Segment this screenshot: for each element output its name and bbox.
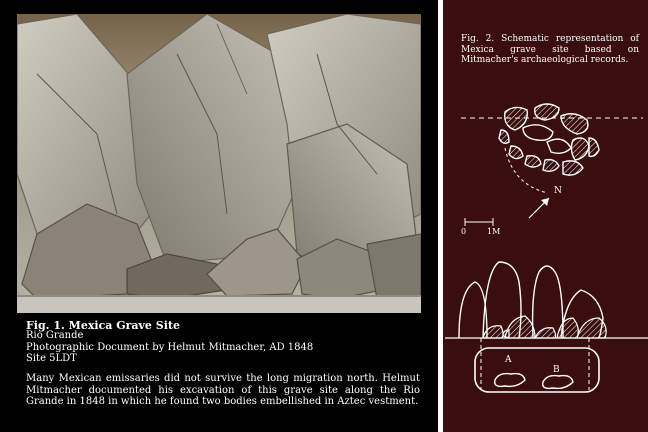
north-label: N (554, 186, 562, 196)
figure-1-location: Rio Grande (26, 330, 84, 341)
rock-photo-illustration (17, 14, 421, 313)
scale-end-label: 1M (487, 227, 501, 236)
plan-view (461, 104, 643, 236)
scale-start-label: 0 (461, 227, 467, 236)
north-arrow (529, 186, 562, 218)
stone-ring (499, 104, 599, 175)
grave-site-photo (17, 14, 421, 313)
pit-burials (495, 374, 573, 389)
figure-1-subtitle (26, 330, 313, 365)
section-stones (483, 316, 606, 338)
figure-2-caption: Fig. 2. Schematic representation of Mexica grave site based on Mitmacher's archaeological records. (461, 34, 639, 65)
section-view (445, 262, 648, 392)
burial-a-label: A (505, 355, 512, 365)
burial-b-label: B (553, 365, 560, 375)
grave-pit (475, 348, 599, 392)
figure-1-description: Many Mexican emissaries did not survive the long migration north. Helmut Mitmacher documented his excavation of this grave site along the Rio Grande in 1848 in which he found two bodies embellished in Aztec vestment. (26, 373, 420, 407)
figure-1-site-id: Site 5LDT (26, 353, 77, 364)
burial-outlines (523, 125, 571, 154)
grave-site-schematic (443, 0, 648, 432)
figure-1-title: Fig. 1. Mexica Grave Site (26, 319, 180, 332)
scale-bar (461, 218, 500, 236)
figure-2-panel (443, 0, 648, 432)
figure-1-credit: Photographic Document by Helmut Mitmacher, AD 1848 (26, 341, 314, 353)
